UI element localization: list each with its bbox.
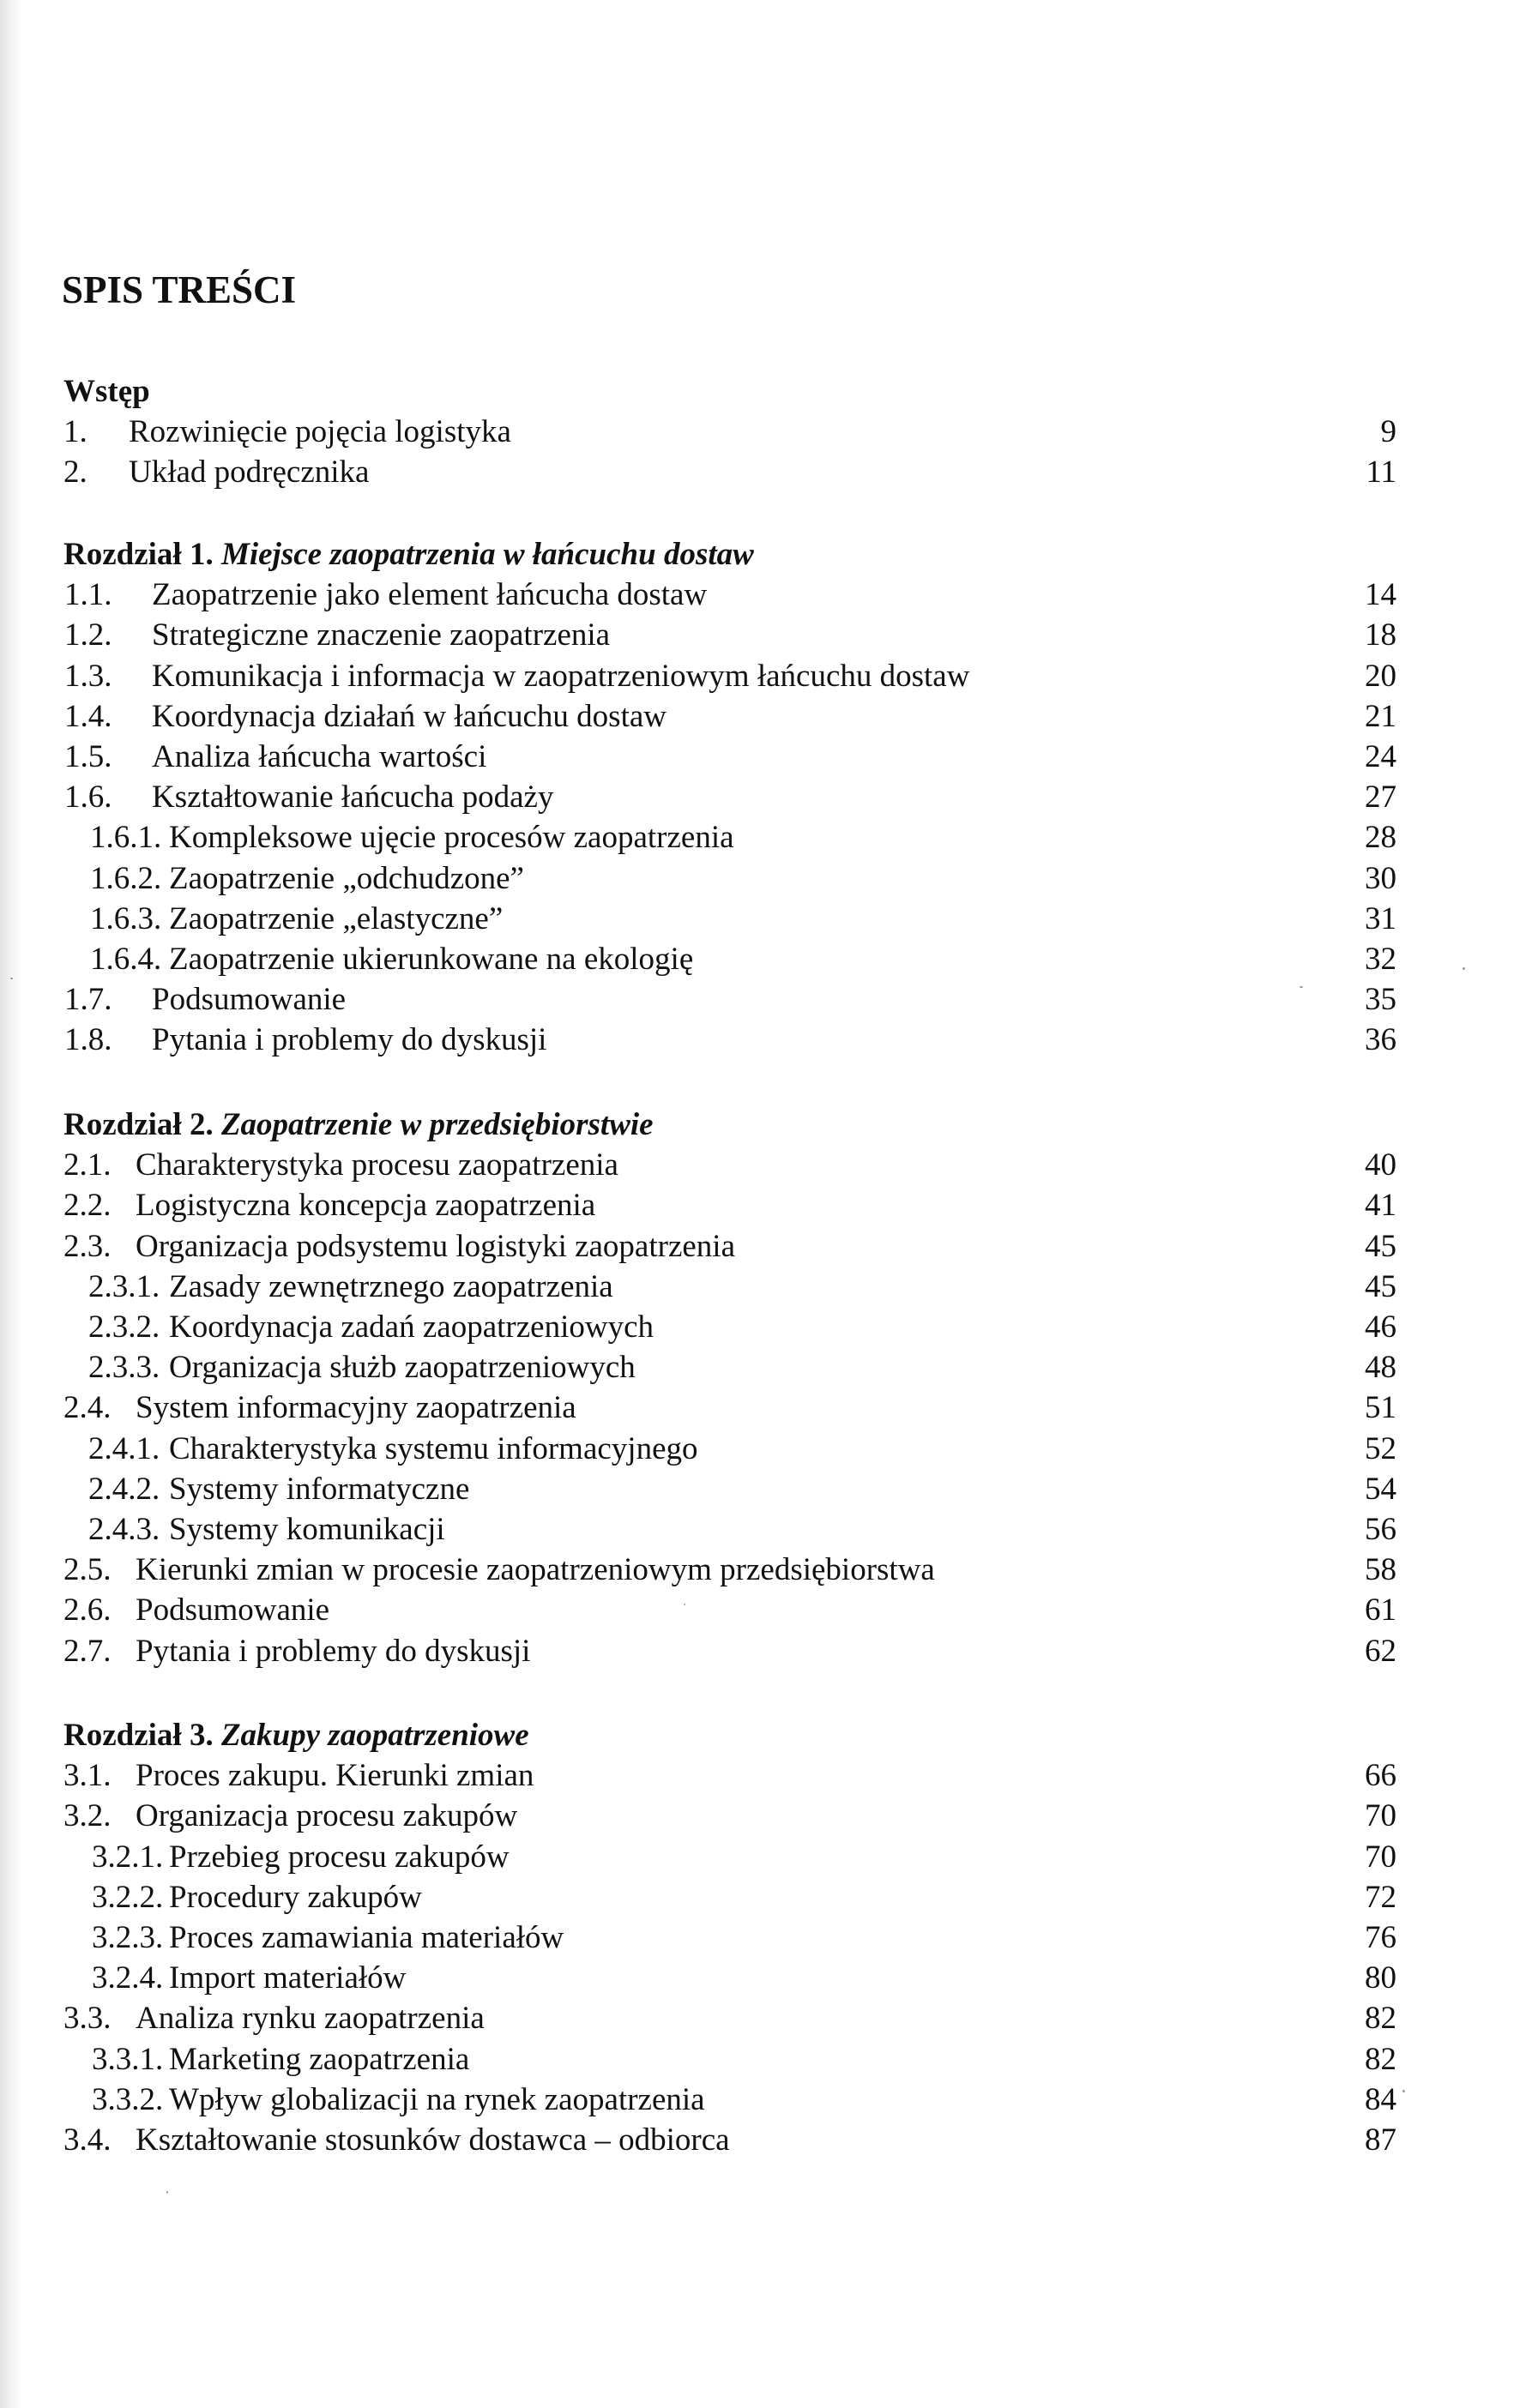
- entry-title[interactable]: Marketing zaopatrzenia: [169, 2041, 470, 2077]
- toc-entry[interactable]: [0, 452, 1532, 492]
- scan-speck: [10, 978, 13, 979]
- toc-entry[interactable]: [0, 1226, 1532, 1267]
- entry-title[interactable]: Analiza rynku zaopatrzenia: [136, 2001, 485, 2037]
- entry-number: 2.5.: [63, 1552, 112, 1588]
- entry-number: 3.3.: [63, 2001, 112, 2037]
- entry-number: 3.2.4.: [92, 1960, 164, 1996]
- toc-entry[interactable]: [0, 1550, 1532, 1590]
- toc-entry[interactable]: [0, 858, 1532, 899]
- toc-entry[interactable]: [0, 2039, 1532, 2080]
- entry-title[interactable]: Organizacja procesu zakupów: [136, 1798, 518, 1834]
- toc-entry[interactable]: [0, 1877, 1532, 1917]
- toc-entry[interactable]: [0, 1958, 1532, 1998]
- entry-page-number[interactable]: 40: [1365, 1147, 1396, 1183]
- entry-number: 3.1.: [63, 1758, 112, 1794]
- toc-entry[interactable]: [0, 939, 1532, 979]
- entry-page-number[interactable]: 9: [1380, 414, 1396, 450]
- entry-page-number[interactable]: 76: [1365, 1920, 1396, 1955]
- entry-page-number[interactable]: 61: [1365, 1592, 1396, 1628]
- entry-title[interactable]: Pytania i problemy do dyskusji: [152, 1022, 547, 1058]
- toc-entry[interactable]: [0, 1307, 1532, 1347]
- entry-number: 2.3.2.: [88, 1309, 160, 1345]
- entry-number: 1.1.: [64, 577, 112, 613]
- entry-page-number[interactable]: 48: [1365, 1350, 1396, 1386]
- entry-page-number[interactable]: 30: [1365, 860, 1396, 896]
- entry-number: 1.: [63, 414, 87, 450]
- entry-page-number[interactable]: 72: [1365, 1879, 1396, 1915]
- entry-title[interactable]: Podsumowanie: [136, 1592, 330, 1628]
- toc-entry[interactable]: [0, 1429, 1532, 1469]
- entry-number: 1.4.: [64, 698, 112, 734]
- entry-page-number[interactable]: 24: [1365, 739, 1396, 774]
- entry-title[interactable]: Logistyczna koncepcja zaopatrzenia: [136, 1188, 596, 1224]
- entry-page-number[interactable]: 54: [1365, 1471, 1396, 1507]
- entry-number: 3.2.1.: [92, 1839, 164, 1875]
- entry-title[interactable]: System informacyjny zaopatrzenia: [136, 1390, 576, 1426]
- toc-entry[interactable]: [0, 1837, 1532, 1877]
- entry-title[interactable]: Proces zamawiania materiałów: [169, 1920, 564, 1955]
- entry-number: 2.4.: [63, 1390, 112, 1426]
- entry-title[interactable]: Charakterystyka systemu informacyjnego: [169, 1430, 698, 1466]
- entry-title[interactable]: Zaopatrzenie ukierunkowane na ekologię: [169, 942, 694, 977]
- scan-speck: [166, 2191, 168, 2194]
- toc-entry[interactable]: [0, 777, 1532, 817]
- chapter-number: Rozdział 1.: [63, 537, 214, 572]
- toc-entry[interactable]: [0, 1631, 1532, 1671]
- entry-page-number[interactable]: 31: [1365, 900, 1396, 936]
- entry-page-number[interactable]: 41: [1365, 1188, 1396, 1224]
- toc-entry[interactable]: [0, 696, 1532, 737]
- entry-title[interactable]: Zaopatrzenie „odchudzone”: [169, 860, 524, 896]
- entry-number: 2.4.1.: [88, 1430, 160, 1466]
- toc-entry[interactable]: [0, 1185, 1532, 1225]
- entry-title[interactable]: Proces zakupu. Kierunki zmian: [136, 1758, 534, 1794]
- heading-text: Wstęp: [63, 374, 150, 409]
- entry-title[interactable]: Import materiałów: [169, 1960, 407, 1996]
- entry-title[interactable]: Przebieg procesu zakupów: [169, 1839, 510, 1875]
- entry-title[interactable]: Koordynacja zadań zaopatrzeniowych: [169, 1309, 654, 1345]
- entry-page-number[interactable]: 18: [1365, 617, 1396, 653]
- chapter-label: [63, 1105, 654, 1145]
- entry-title[interactable]: Organizacja służb zaopatrzeniowych: [169, 1350, 636, 1386]
- entry-number: 1.6.1.: [90, 820, 162, 856]
- toc-entry[interactable]: [0, 615, 1532, 655]
- toc-entry[interactable]: [0, 1590, 1532, 1630]
- entry-page-number[interactable]: 11: [1366, 455, 1396, 491]
- chapter-heading: [0, 1715, 1532, 1755]
- toc-entry[interactable]: [0, 575, 1532, 615]
- page-title: SPIS TREŚCI: [62, 268, 297, 311]
- entry-number: 2.4.2.: [88, 1471, 160, 1507]
- scan-speck: [1402, 2090, 1405, 2092]
- toc-entry[interactable]: [0, 2120, 1532, 2160]
- entry-number: 1.3.: [64, 658, 112, 694]
- toc-entry[interactable]: [0, 737, 1532, 777]
- entry-page-number[interactable]: 87: [1365, 2122, 1396, 2158]
- toc-entry[interactable]: [0, 1998, 1532, 2038]
- entry-number: 3.4.: [63, 2122, 112, 2158]
- entry-page-number[interactable]: 82: [1365, 2041, 1396, 2077]
- entry-title[interactable]: Charakterystyka procesu zaopatrzenia: [136, 1147, 618, 1183]
- entry-page-number[interactable]: 32: [1365, 942, 1396, 977]
- entry-number: 2.1.: [63, 1147, 112, 1183]
- entry-title[interactable]: Podsumowanie: [152, 982, 347, 1018]
- intro-heading: [0, 371, 1532, 412]
- entry-title[interactable]: Kompleksowe ujęcie procesów zaopatrzenia: [169, 820, 734, 856]
- entry-page-number[interactable]: 52: [1365, 1430, 1396, 1466]
- entry-title[interactable]: Pytania i problemy do dyskusji: [136, 1633, 531, 1669]
- entry-number: 2.3.1.: [88, 1268, 160, 1304]
- toc-entry[interactable]: [0, 817, 1532, 858]
- entry-page-number[interactable]: 45: [1365, 1268, 1396, 1304]
- scan-speck: [1300, 986, 1303, 988]
- chapter-title: Zakupy zaopatrzeniowe: [220, 1718, 529, 1753]
- toc-entry[interactable]: [0, 1388, 1532, 1428]
- entry-page-number[interactable]: 66: [1365, 1758, 1396, 1794]
- chapter-title: Zaopatrzenie w przedsiębiorstwie: [220, 1107, 654, 1142]
- chapter-number: Rozdział 2.: [63, 1107, 214, 1142]
- entry-number: 2.6.: [63, 1592, 112, 1628]
- entry-page-number[interactable]: 28: [1365, 820, 1396, 856]
- entry-title[interactable]: Rozwinięcie pojęcia logistyka: [129, 414, 511, 450]
- entry-page-number[interactable]: 70: [1365, 1839, 1396, 1875]
- entry-title[interactable]: Komunikacja i informacja w zaopatrzeniowym łańcuchu dostaw: [152, 658, 970, 694]
- entry-title[interactable]: Strategiczne znaczenie zaopatrzenia: [152, 617, 611, 653]
- chapter-heading: [0, 1105, 1532, 1145]
- scan-speck: [1463, 967, 1465, 970]
- entry-title[interactable]: Systemy informatyczne: [169, 1471, 470, 1507]
- entry-page-number[interactable]: 58: [1365, 1552, 1396, 1588]
- entry-number: 1.8.: [64, 1022, 112, 1058]
- entry-page-number[interactable]: 45: [1365, 1228, 1396, 1264]
- entry-title[interactable]: Kształtowanie stosunków dostawca – odbiorca: [136, 2122, 730, 2158]
- chapter-number: Rozdział 3.: [63, 1718, 214, 1753]
- entry-number: 3.2.3.: [92, 1920, 164, 1955]
- entry-number: 1.2.: [64, 617, 112, 653]
- entry-number: 3.3.1.: [92, 2041, 164, 2077]
- entry-page-number[interactable]: 84: [1365, 2081, 1396, 2117]
- toc-entry[interactable]: [0, 412, 1532, 452]
- entry-number: 1.6.4.: [90, 942, 162, 977]
- entry-title[interactable]: Zaopatrzenie jako element łańcucha dostaw: [152, 577, 708, 613]
- entry-title[interactable]: Organizacja podsystemu logistyki zaopatrzenia: [136, 1228, 736, 1264]
- entry-number: 2.7.: [63, 1633, 112, 1669]
- entry-title[interactable]: Wpływ globalizacji na rynek zaopatrzenia: [169, 2081, 705, 2117]
- entry-page-number[interactable]: 70: [1365, 1798, 1396, 1834]
- entry-page-number[interactable]: 21: [1365, 698, 1396, 734]
- chapter-heading: [0, 534, 1532, 575]
- toc-entry[interactable]: [0, 1145, 1532, 1185]
- toc-entry[interactable]: [0, 2080, 1532, 2120]
- entry-title[interactable]: Analiza łańcucha wartości: [152, 739, 487, 774]
- entry-title[interactable]: Koordynacja działań w łańcuchu dostaw: [152, 698, 667, 734]
- entry-number: 2.3.3.: [88, 1350, 160, 1386]
- entry-title[interactable]: Systemy komunikacji: [169, 1512, 445, 1547]
- entry-title[interactable]: Zasady zewnętrznego zaopatrzenia: [169, 1268, 613, 1304]
- toc-entry[interactable]: [0, 1347, 1532, 1388]
- entry-number: 2.3.: [63, 1228, 112, 1264]
- entry-title[interactable]: Kształtowanie łańcucha podaży: [152, 780, 554, 816]
- entry-page-number[interactable]: 35: [1365, 982, 1396, 1018]
- entry-title[interactable]: Układ podręcznika: [129, 455, 370, 491]
- entry-number: 1.6.: [64, 780, 112, 816]
- entry-page-number[interactable]: 62: [1365, 1633, 1396, 1669]
- entry-number: 1.5.: [64, 739, 112, 774]
- toc-entry[interactable]: [0, 1509, 1532, 1550]
- entry-title[interactable]: Zaopatrzenie „elastyczne”: [169, 900, 504, 936]
- scan-speck: [684, 1604, 685, 1605]
- chapter-label: [63, 534, 754, 575]
- toc-entry[interactable]: [0, 1796, 1532, 1836]
- entry-page-number[interactable]: 20: [1365, 658, 1396, 694]
- entry-page-number[interactable]: 82: [1365, 2001, 1396, 2037]
- toc-entry[interactable]: [0, 1020, 1532, 1060]
- entry-page-number[interactable]: 51: [1365, 1390, 1396, 1426]
- entry-number: 2.4.3.: [88, 1512, 160, 1547]
- entry-title[interactable]: Procedury zakupów: [169, 1879, 422, 1915]
- toc-entry[interactable]: [0, 1917, 1532, 1958]
- entry-number: 1.6.2.: [90, 860, 162, 896]
- entry-page-number[interactable]: 80: [1365, 1960, 1396, 1996]
- toc-entry[interactable]: [0, 1267, 1532, 1307]
- entry-number: 2.: [63, 455, 87, 491]
- entry-page-number[interactable]: 46: [1365, 1309, 1396, 1345]
- chapter-title: Miejsce zaopatrzenia w łańcuchu dostaw: [220, 537, 754, 572]
- entry-number: 2.2.: [63, 1188, 112, 1224]
- entry-page-number[interactable]: 14: [1365, 577, 1396, 613]
- chapter-label: [63, 1715, 529, 1755]
- toc-entry[interactable]: [0, 1469, 1532, 1509]
- toc-entry[interactable]: [0, 656, 1532, 696]
- entry-page-number[interactable]: 56: [1365, 1512, 1396, 1547]
- entry-number: 1.7.: [64, 982, 112, 1018]
- entry-title[interactable]: Kierunki zmian w procesie zaopatrzeniowym przedsiębiorstwa: [136, 1552, 935, 1588]
- entry-number: 3.2.2.: [92, 1879, 164, 1915]
- entry-number: 1.6.3.: [90, 900, 162, 936]
- entry-number: 3.2.: [63, 1798, 112, 1834]
- entry-page-number[interactable]: 36: [1365, 1022, 1396, 1058]
- entry-page-number[interactable]: 27: [1365, 780, 1396, 816]
- toc-entry[interactable]: [0, 899, 1532, 939]
- toc-entry[interactable]: [0, 1755, 1532, 1796]
- entry-number: 3.3.2.: [92, 2081, 164, 2117]
